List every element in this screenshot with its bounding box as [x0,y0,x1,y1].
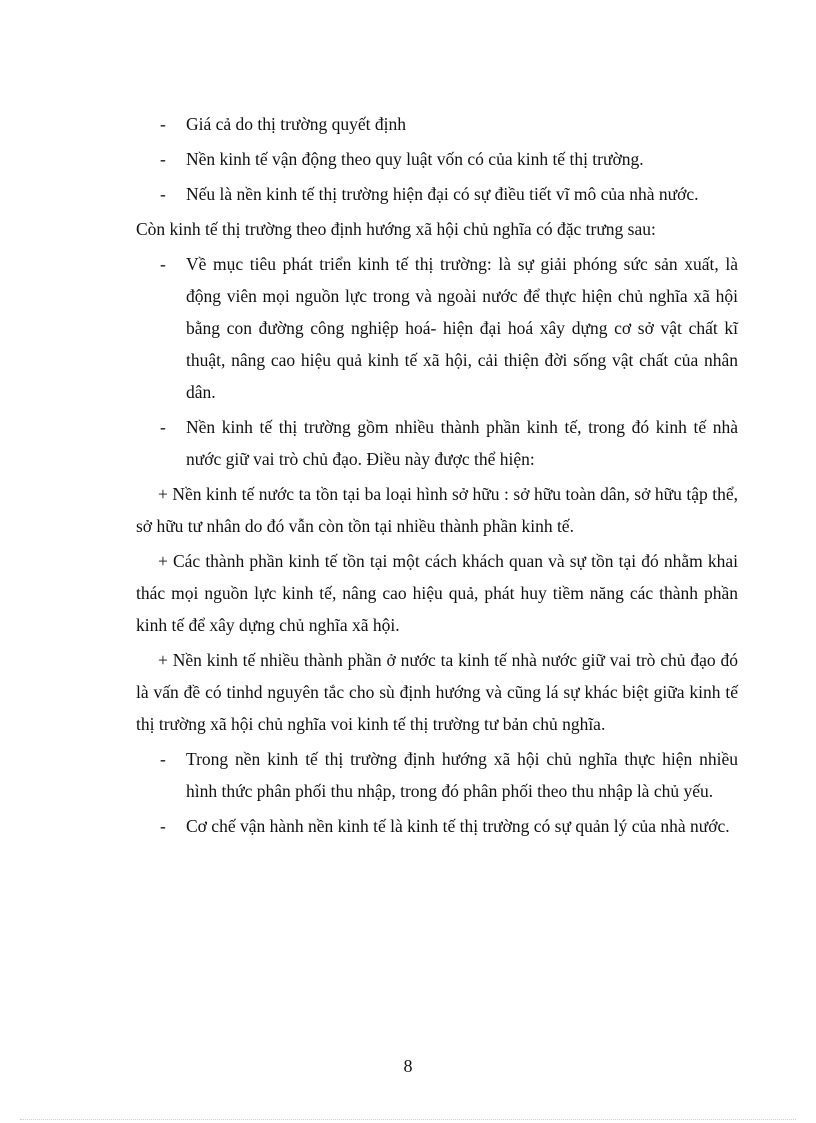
bullet-dash: - [160,417,166,437]
footer-divider [20,1119,796,1120]
bullet-text: Trong nền kinh tế thị trường định hướng xã hội chủ nghĩa thực hiện nhiều hình thức phân phối thu nhập, trong đó phân phối theo thu nhập là chủ yếu. [186,749,738,801]
page-body [136,108,738,842]
page-number: 8 [403,1056,413,1076]
bullet-paragraph [136,810,738,842]
bullet-dash: - [160,816,166,836]
bullet-text: Cơ chế vận hành nền kinh tế là kinh tế thị trường có sự quản lý của nhà nước. [186,816,730,836]
bullet-dash: - [160,114,166,134]
bullet-paragraph [136,143,738,175]
bullet-text: Giá cả do thị trường quyết định [186,114,406,134]
bullet-paragraph [136,248,738,408]
bullet-paragraph [136,743,738,807]
plus-paragraph: + Nền kinh tế nước ta tồn tại ba loại hình sở hữu : sở hữu toàn dân, sở hữu tập thể, sở hữu tư nhân do đó vẫn còn tồn tại nhiều thành phần kinh tế. [136,484,738,536]
bullet-dash: - [160,184,166,204]
bullet-text: Nền kinh tế thị trường gồm nhiều thành phần kinh tế, trong đó kinh tế nhà nước giữ vai trò chủ đạo. Điều này được thể hiện: [186,417,738,469]
bullet-text: Nền kinh tế vận động theo quy luật vốn có của kinh tế thị trường. [186,149,644,169]
plus-paragraph: + Nền kinh tế nhiều thành phần ở nước ta kinh tế nhà nước giữ vai trò chủ đạo đó là vấn đề có tinhd nguyên tắc cho sù định hướng và cũng lá sự khác biệt giữa kinh tế thị trường xã hội chủ nghĩa voi kinh tế thị trường tư bản chủ nghĩa. [136,650,738,734]
plus-paragraph: + Các thành phần kinh tế tồn tại một cách khách quan và sự tồn tại đó nhằm khai thác mọi nguồn lực kinh tế, nâng cao hiệu quả, phát huy tiềm năng các thành phần kinh tế để xây dựng chủ nghĩa xã hội. [136,551,738,635]
bullet-dash: - [160,749,166,769]
bullet-paragraph [136,108,738,140]
bullet-paragraph [136,411,738,475]
intro-paragraph: Còn kinh tế thị trường theo định hướng xã hội chủ nghĩa có đặc trưng sau: [136,219,656,239]
bullet-dash: - [160,254,166,274]
bullet-dash: - [160,149,166,169]
bullet-text: Về mục tiêu phát triển kinh tế thị trường: là sự giải phóng sức sản xuất, là động viên mọi nguồn lực trong và ngoài nước để thực hiện chủ nghĩa xã hội bằng con đường công nghiệp hoá- hiện đại hoá xây dựng cơ sở vật chất kĩ thuật, nâng cao hiệu quả kinh tế xã hội, cải thiện đời sống vật chất của nhân dân. [186,254,738,402]
bullet-text: Nếu là nền kinh tế thị trường hiện đại có sự điều tiết vĩ mô của nhà nước. [186,184,699,204]
bullet-paragraph [136,178,738,210]
